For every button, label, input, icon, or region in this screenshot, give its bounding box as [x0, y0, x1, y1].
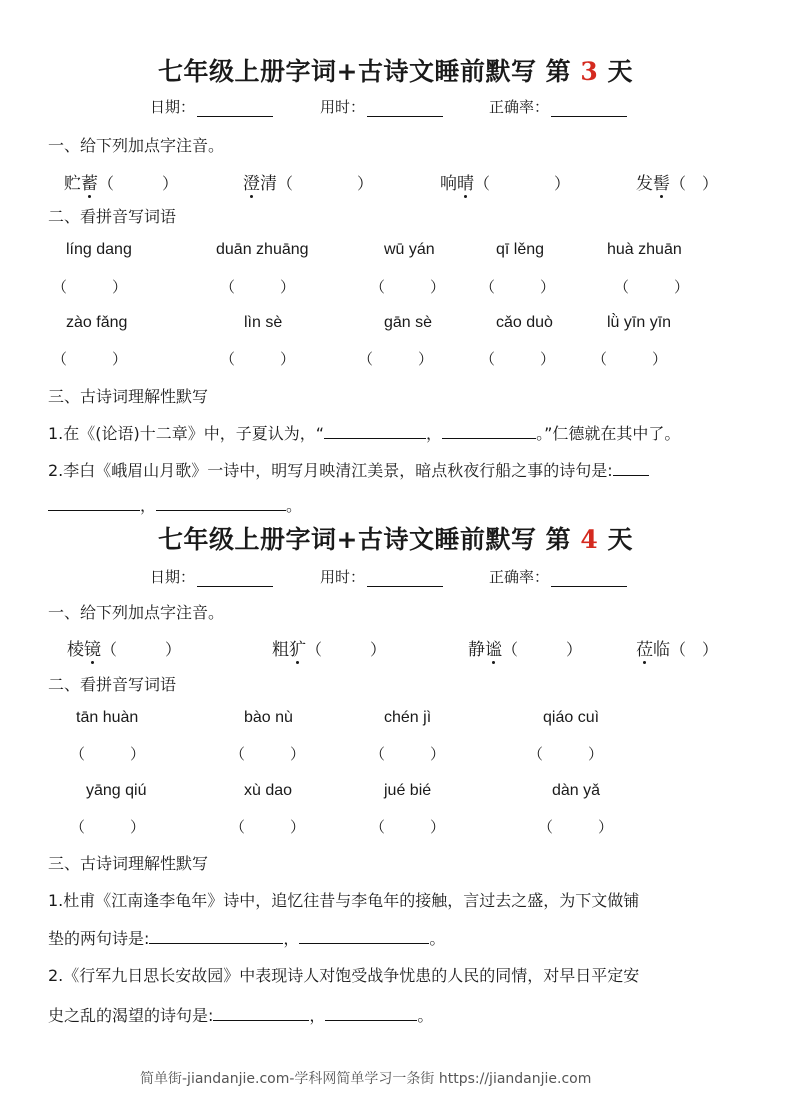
answer-paren[interactable]: （ ） — [230, 818, 306, 836]
day4-accuracy-label: 正确率： — [489, 568, 550, 586]
day4-section2-heading: 二、看拼音写词语 — [48, 675, 177, 694]
pinyin: qiáo cuì — [543, 709, 600, 726]
day3-item-1: 贮蓄（ ） — [64, 169, 178, 194]
day3-section1-heading: 一、给下列加点字注音。 — [48, 136, 225, 155]
day3-date-field[interactable] — [197, 102, 273, 117]
answer-paren[interactable]: （ ） — [614, 278, 690, 296]
day4-question-2: 2.《行军九日思长安故园》中表现诗人对饱受战争忧患的人民的同情，对早日平定安 — [48, 966, 640, 985]
day4-title-text: 七年级上册字词+古诗文睡前默写 第 — [158, 525, 572, 554]
pinyin: líng dang — [66, 241, 132, 258]
answer-paren[interactable]: （ ） — [52, 278, 128, 296]
day3-item-4: 发髻（ ） — [636, 169, 718, 194]
answer-paren[interactable]: （ ） — [480, 350, 556, 368]
day4-question-2-cont: 史之乱的渴望的诗句是: ， 。 — [48, 1006, 434, 1025]
day3-title-suffix: 天 — [607, 57, 634, 86]
answer-paren[interactable]: （ ） — [370, 278, 446, 296]
answer-blank[interactable] — [325, 1005, 417, 1021]
dotted-char: 镜 — [84, 635, 101, 660]
pinyin: jué bié — [384, 782, 432, 799]
day3-time-label: 用时： — [320, 98, 366, 116]
day3-item-2: 澄清（ ） — [243, 169, 373, 194]
day3-question-1: 1.在《(论语)十二章》中，子夏认为，“ ， 。”仁德就在其中了。 — [48, 424, 681, 443]
answer-paren[interactable]: （ ） — [220, 350, 296, 368]
pinyin: bào nù — [244, 709, 293, 726]
dotted-char: 蓄 — [81, 169, 98, 194]
answer-paren[interactable]: （ ） — [370, 745, 446, 763]
pinyin: zào fǎng — [66, 314, 128, 331]
day4-accuracy — [489, 566, 627, 587]
pinyin: wū yán — [384, 241, 435, 258]
answer-paren[interactable]: （ ） — [370, 818, 446, 836]
dotted-char: 谧 — [485, 635, 502, 660]
answer-blank[interactable] — [48, 495, 140, 511]
day4-time-field[interactable] — [367, 572, 443, 587]
day3-accuracy-field[interactable] — [551, 102, 627, 117]
day3-accuracy-label: 正确率： — [489, 98, 550, 116]
day3-title-text: 七年级上册字词+古诗文睡前默写 第 — [158, 57, 572, 86]
day3-title — [158, 52, 633, 88]
day4-date-field[interactable] — [197, 572, 273, 587]
day3-question-2-cont: ， 。 — [48, 493, 302, 516]
day4-item-3: 静谧（ ） — [468, 635, 582, 660]
pinyin: gān sè — [384, 314, 433, 331]
day3-day-number: 3 — [580, 57, 599, 86]
answer-blank[interactable] — [613, 460, 649, 476]
day4-title — [158, 520, 633, 556]
dotted-char: 犷 — [289, 635, 306, 660]
answer-blank[interactable] — [149, 928, 283, 944]
pinyin: chén jì — [384, 709, 432, 726]
answer-paren[interactable]: （ ） — [474, 174, 571, 193]
answer-paren[interactable]: （ ） — [528, 745, 604, 763]
day4-item-4: 莅临（ ） — [636, 635, 718, 660]
day4-item-1: 棱镜（ ） — [67, 635, 181, 660]
pinyin: huà zhuān — [607, 241, 682, 258]
day4-question-1-cont: 垫的两句诗是: ， 。 — [48, 929, 446, 948]
day4-time-label: 用时： — [320, 568, 366, 586]
answer-blank[interactable] — [213, 1005, 309, 1021]
pinyin: cǎo duò — [496, 314, 553, 331]
day4-title-suffix: 天 — [607, 525, 634, 554]
answer-paren[interactable]: （ ） — [52, 350, 128, 368]
day4-item-2: 粗犷（ ） — [272, 635, 386, 660]
answer-blank[interactable] — [442, 423, 536, 439]
answer-paren[interactable]: （ ） — [670, 640, 719, 659]
answer-paren[interactable]: （ ） — [220, 278, 296, 296]
answer-paren[interactable]: （ ） — [670, 174, 719, 193]
day4-meta — [150, 566, 273, 587]
pinyin: lìn sè — [244, 314, 283, 331]
dotted-char: 晴 — [457, 169, 474, 194]
day3-question-2: 2.李白《峨眉山月歌》一诗中，明写月映清江美景，暗点秋夜行船之事的诗句是: — [48, 458, 649, 481]
day4-question-1: 1.杜甫《江南逢李龟年》诗中，追忆往昔与李龟年的接触，言过去之盛，为下文做铺 — [48, 891, 640, 910]
answer-paren[interactable]: （ ） — [480, 278, 556, 296]
pinyin: lǜ yīn yīn — [607, 314, 672, 331]
answer-blank[interactable] — [156, 495, 286, 511]
answer-paren[interactable]: （ ） — [98, 174, 179, 193]
day3-time — [320, 96, 443, 117]
pinyin: tān huàn — [76, 709, 139, 726]
day4-section3-heading: 三、古诗词理解性默写 — [48, 854, 209, 873]
answer-blank[interactable] — [299, 928, 429, 944]
answer-blank[interactable] — [324, 423, 426, 439]
answer-paren[interactable]: （ ） — [277, 174, 374, 193]
day4-section1-heading: 一、给下列加点字注音。 — [48, 603, 225, 622]
day3-time-field[interactable] — [367, 102, 443, 117]
answer-paren[interactable]: （ ） — [230, 745, 306, 763]
pinyin: duān zhuāng — [216, 241, 309, 258]
day3-item-3: 响晴（ ） — [440, 169, 570, 194]
dotted-char: 莅 — [636, 635, 653, 660]
answer-paren[interactable]: （ ） — [502, 640, 583, 659]
pinyin: xù dao — [244, 782, 293, 799]
day4-date-label: 日期： — [150, 568, 196, 586]
pinyin: dàn yǎ — [552, 782, 601, 799]
dotted-char: 澄 — [243, 169, 260, 194]
day4-day-number: 4 — [580, 525, 599, 554]
answer-paren[interactable]: （ ） — [70, 745, 146, 763]
answer-paren[interactable]: （ ） — [592, 350, 668, 368]
pinyin: yāng qiú — [86, 782, 147, 799]
day4-time — [320, 566, 443, 587]
day3-section2-heading: 二、看拼音写词语 — [48, 207, 177, 226]
footer-watermark: 简单街-jiandanjie.com-学科网简单学习一条街 https://jiandanjie.com — [140, 1071, 592, 1087]
day3-date-label: 日期： — [150, 98, 196, 116]
pinyin: qī lěng — [496, 241, 545, 258]
answer-paren[interactable]: （ ） — [538, 818, 614, 836]
answer-paren[interactable]: （ ） — [101, 640, 182, 659]
day3-meta — [150, 96, 273, 117]
answer-paren[interactable]: （ ） — [306, 640, 387, 659]
day3-section3-heading: 三、古诗词理解性默写 — [48, 387, 209, 406]
answer-paren[interactable]: （ ） — [358, 350, 434, 368]
dotted-char: 髻 — [653, 169, 670, 194]
day3-accuracy — [489, 96, 627, 117]
answer-paren[interactable]: （ ） — [70, 818, 146, 836]
day4-accuracy-field[interactable] — [551, 572, 627, 587]
